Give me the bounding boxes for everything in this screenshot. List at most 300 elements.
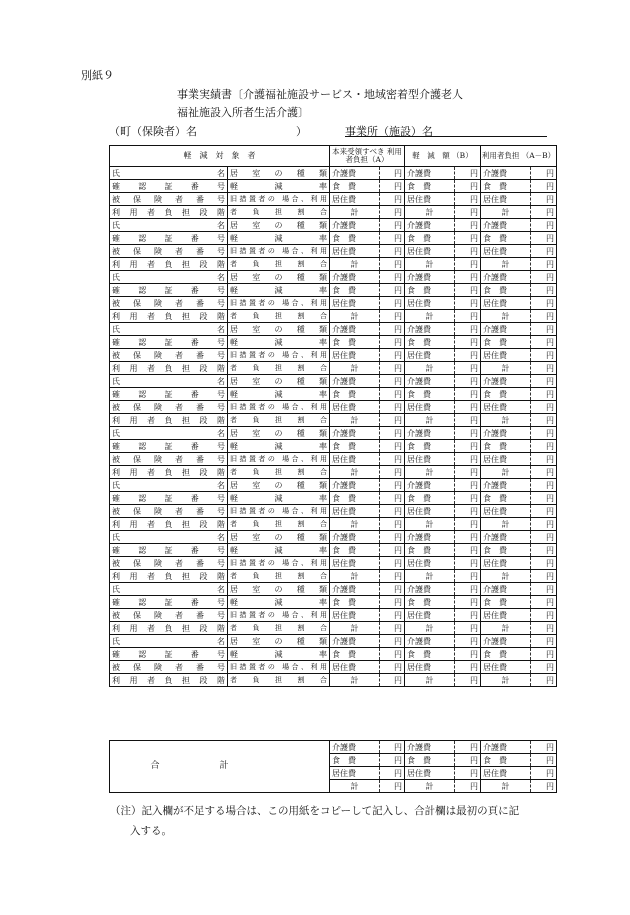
yen-cell[interactable]: 円	[455, 544, 481, 557]
table-row	[110, 544, 557, 557]
yen-cell[interactable]: 円	[455, 193, 481, 206]
yen-cell[interactable]: 円	[455, 271, 481, 284]
table-row	[110, 427, 557, 440]
amount-label: 食 費	[405, 336, 455, 349]
amount-label: 居住費	[405, 661, 455, 674]
row-label: 氏 名	[110, 323, 228, 336]
yen-cell[interactable]: 円	[531, 271, 557, 284]
yen-cell[interactable]: 円	[531, 193, 557, 206]
title-line-2: 福祉施設入所者生活介護〕	[177, 106, 309, 119]
row-sublabel: 居室の種類	[228, 167, 330, 180]
yen-cell[interactable]: 円	[380, 557, 405, 570]
yen-cell[interactable]: 円	[380, 414, 405, 427]
amount-label: 計	[405, 622, 455, 635]
row-sublabel: 軽 減 率	[228, 284, 330, 297]
yen-cell[interactable]: 円	[455, 362, 481, 375]
yen-cell[interactable]: 円	[380, 492, 405, 505]
amount-label: 介護費	[330, 375, 380, 388]
yen-cell[interactable]: 円	[531, 323, 557, 336]
yen-cell[interactable]: 円	[531, 518, 557, 531]
amount-label: 介護費	[330, 167, 380, 180]
yen-cell[interactable]: 円	[380, 375, 405, 388]
row-label: 被保険者番号	[110, 557, 228, 570]
amount-label: 食 費	[481, 232, 531, 245]
note-line-2: 入する。	[130, 825, 172, 837]
total-amount-label: 介護費	[405, 741, 455, 754]
amount-label: 介護費	[330, 583, 380, 596]
amount-label: 居住費	[405, 505, 455, 518]
yen-cell[interactable]: 円	[455, 284, 481, 297]
yen-cell[interactable]: 円	[531, 635, 557, 648]
yen-cell[interactable]: 円	[380, 609, 405, 622]
row-label: 被保険者番号	[110, 349, 228, 362]
table-row	[110, 648, 557, 661]
amount-label: 介護費	[481, 427, 531, 440]
total-yen-cell[interactable]: 円	[531, 780, 557, 793]
yen-cell[interactable]: 円	[380, 466, 405, 479]
row-sublabel: 者負担割合	[228, 622, 330, 635]
row-label: 氏 名	[110, 219, 228, 232]
amount-label: 計	[481, 674, 531, 687]
yen-cell[interactable]: 円	[455, 180, 481, 193]
yen-cell[interactable]: 円	[455, 388, 481, 401]
yen-cell[interactable]: 円	[531, 180, 557, 193]
row-sublabel: 者負担割合	[228, 466, 330, 479]
amount-label: 介護費	[481, 583, 531, 596]
yen-cell[interactable]: 円	[455, 440, 481, 453]
yen-cell[interactable]: 円	[455, 245, 481, 258]
amount-label: 介護費	[405, 219, 455, 232]
amount-label: 介護費	[405, 635, 455, 648]
yen-cell[interactable]: 円	[380, 336, 405, 349]
row-sublabel: 旧措置者の 場合、利用	[228, 609, 330, 622]
yen-cell[interactable]: 円	[380, 596, 405, 609]
amount-label: 居住費	[481, 557, 531, 570]
yen-cell[interactable]: 円	[455, 531, 481, 544]
amount-label: 食 費	[330, 544, 380, 557]
amount-label: 介護費	[330, 531, 380, 544]
yen-cell[interactable]: 円	[531, 362, 557, 375]
yen-cell[interactable]: 円	[455, 453, 481, 466]
amount-label: 介護費	[405, 427, 455, 440]
amount-label: 計	[481, 466, 531, 479]
table-row	[110, 622, 557, 635]
table-row	[110, 479, 557, 492]
yen-cell[interactable]: 円	[455, 167, 481, 180]
yen-cell[interactable]: 円	[380, 271, 405, 284]
header-col-c: 利用者負担 （A－B）	[481, 146, 557, 167]
row-label: 利用者負担段階	[110, 362, 228, 375]
yen-cell[interactable]: 円	[380, 284, 405, 297]
amount-label: 計	[481, 414, 531, 427]
yen-cell[interactable]: 円	[531, 674, 557, 687]
amount-label: 食 費	[330, 648, 380, 661]
row-label: 利用者負担段階	[110, 258, 228, 271]
row-label: 確 認 証 番 号	[110, 648, 228, 661]
amount-label: 計	[481, 310, 531, 323]
amount-label: 介護費	[330, 271, 380, 284]
row-sublabel: 軽 減 率	[228, 648, 330, 661]
row-sublabel: 者負担割合	[228, 570, 330, 583]
yen-cell[interactable]: 円	[455, 492, 481, 505]
amount-label: 介護費	[481, 531, 531, 544]
row-sublabel: 居室の種類	[228, 219, 330, 232]
yen-cell[interactable]: 円	[380, 661, 405, 674]
table-row	[110, 505, 557, 518]
amount-label: 食 費	[481, 440, 531, 453]
yen-cell[interactable]: 円	[380, 180, 405, 193]
yen-cell[interactable]: 円	[531, 427, 557, 440]
yen-cell[interactable]: 円	[531, 349, 557, 362]
yen-cell[interactable]: 円	[455, 258, 481, 271]
yen-cell[interactable]: 円	[380, 505, 405, 518]
row-label: 被保険者番号	[110, 609, 228, 622]
total-yen-cell[interactable]: 円	[455, 754, 481, 767]
row-label: 利用者負担段階	[110, 674, 228, 687]
table-row	[110, 219, 557, 232]
amount-label: 食 費	[405, 440, 455, 453]
table-row	[110, 440, 557, 453]
table-row	[110, 206, 557, 219]
row-label: 利用者負担段階	[110, 570, 228, 583]
yen-cell[interactable]: 円	[455, 297, 481, 310]
yen-cell[interactable]: 円	[455, 635, 481, 648]
yen-cell[interactable]: 円	[455, 323, 481, 336]
amount-label: 介護費	[481, 323, 531, 336]
amount-label: 計	[330, 570, 380, 583]
row-label: 氏 名	[110, 271, 228, 284]
yen-cell[interactable]: 円	[531, 375, 557, 388]
row-label: 被保険者番号	[110, 193, 228, 206]
table-row	[110, 245, 557, 258]
amount-label: 計	[330, 362, 380, 375]
row-sublabel: 軽 減 率	[228, 336, 330, 349]
yen-cell[interactable]: 円	[380, 518, 405, 531]
amount-label: 食 費	[481, 388, 531, 401]
amount-label: 居住費	[405, 193, 455, 206]
amount-label: 計	[405, 206, 455, 219]
total-yen-cell[interactable]: 円	[380, 754, 405, 767]
yen-cell[interactable]: 円	[380, 349, 405, 362]
yen-cell[interactable]: 円	[380, 570, 405, 583]
yen-cell[interactable]: 円	[455, 414, 481, 427]
yen-cell[interactable]: 円	[531, 544, 557, 557]
row-sublabel: 旧措置者の 場合、利用	[228, 297, 330, 310]
yen-cell[interactable]: 円	[531, 505, 557, 518]
yen-cell[interactable]: 円	[380, 401, 405, 414]
amount-label: 食 費	[481, 336, 531, 349]
yen-cell[interactable]: 円	[455, 570, 481, 583]
amount-label: 介護費	[405, 167, 455, 180]
yen-cell[interactable]: 円	[380, 362, 405, 375]
table-row	[110, 466, 557, 479]
amount-label: 計	[330, 674, 380, 687]
row-label: 被保険者番号	[110, 245, 228, 258]
yen-cell[interactable]: 円	[455, 648, 481, 661]
row-sublabel: 旧措置者の 場合、利用	[228, 453, 330, 466]
yen-cell[interactable]: 円	[380, 193, 405, 206]
amount-label: 計	[330, 414, 380, 427]
row-label: 利用者負担段階	[110, 466, 228, 479]
row-sublabel: 旧措置者の 場合、利用	[228, 505, 330, 518]
amount-label: 計	[405, 466, 455, 479]
amount-label: 介護費	[481, 219, 531, 232]
row-sublabel: 者負担割合	[228, 206, 330, 219]
row-sublabel: 居室の種類	[228, 635, 330, 648]
row-label: 被保険者番号	[110, 505, 228, 518]
yen-cell[interactable]: 円	[455, 232, 481, 245]
yen-cell[interactable]: 円	[531, 531, 557, 544]
yen-cell[interactable]: 円	[531, 414, 557, 427]
table-row	[110, 180, 557, 193]
row-sublabel: 者負担割合	[228, 674, 330, 687]
table-row	[110, 609, 557, 622]
amount-label: 計	[481, 622, 531, 635]
total-yen-cell[interactable]: 円	[531, 741, 557, 754]
yen-cell[interactable]: 円	[380, 323, 405, 336]
yen-cell[interactable]: 円	[380, 479, 405, 492]
yen-cell[interactable]: 円	[531, 388, 557, 401]
yen-cell[interactable]: 円	[380, 622, 405, 635]
yen-cell[interactable]: 円	[455, 596, 481, 609]
office-name-underline	[345, 136, 547, 137]
amount-label: 計	[330, 310, 380, 323]
yen-cell[interactable]: 円	[455, 622, 481, 635]
yen-cell[interactable]: 円	[531, 609, 557, 622]
yen-cell[interactable]: 円	[531, 336, 557, 349]
yen-cell[interactable]: 円	[455, 375, 481, 388]
row-label: 確 認 証 番 号	[110, 284, 228, 297]
header-target: 軽 減 対 象 者	[110, 146, 330, 167]
amount-label: 居住費	[405, 557, 455, 570]
yen-cell[interactable]: 円	[531, 258, 557, 271]
row-sublabel: 者負担割合	[228, 258, 330, 271]
total-yen-cell[interactable]: 円	[380, 780, 405, 793]
amount-label: 食 費	[481, 284, 531, 297]
row-sublabel: 居室の種類	[228, 583, 330, 596]
amount-label: 居住費	[330, 609, 380, 622]
table-row	[110, 193, 557, 206]
yen-cell[interactable]: 円	[455, 349, 481, 362]
row-label: 被保険者番号	[110, 401, 228, 414]
total-amount-label: 介護費	[481, 741, 531, 754]
amount-label: 計	[481, 518, 531, 531]
yen-cell[interactable]: 円	[380, 648, 405, 661]
amount-label: 介護費	[405, 271, 455, 284]
yen-cell[interactable]: 円	[455, 206, 481, 219]
yen-cell[interactable]: 円	[531, 440, 557, 453]
amount-label: 計	[405, 310, 455, 323]
amount-label: 居住費	[330, 661, 380, 674]
yen-cell[interactable]: 円	[380, 258, 405, 271]
row-sublabel: 居室の種類	[228, 323, 330, 336]
amount-label: 居住費	[481, 349, 531, 362]
row-sublabel: 旧措置者の 場合、利用	[228, 557, 330, 570]
amount-label: 居住費	[405, 297, 455, 310]
amount-label: 食 費	[330, 180, 380, 193]
yen-cell[interactable]: 円	[531, 401, 557, 414]
yen-cell[interactable]: 円	[380, 297, 405, 310]
amount-label: 食 費	[330, 336, 380, 349]
amount-label: 食 費	[481, 648, 531, 661]
amount-label: 居住費	[405, 349, 455, 362]
total-amount-label: 計	[481, 780, 531, 793]
yen-cell[interactable]: 円	[455, 674, 481, 687]
amount-label: 居住費	[481, 453, 531, 466]
yen-cell[interactable]: 円	[455, 557, 481, 570]
town-insurer-label: （町（保険者）名	[109, 125, 197, 138]
yen-cell[interactable]: 円	[531, 570, 557, 583]
table-row	[110, 401, 557, 414]
yen-cell[interactable]: 円	[455, 310, 481, 323]
yen-cell[interactable]: 円	[455, 609, 481, 622]
total-yen-cell[interactable]: 円	[531, 754, 557, 767]
amount-label: 計	[481, 258, 531, 271]
total-yen-cell[interactable]: 円	[531, 767, 557, 780]
yen-cell[interactable]: 円	[455, 583, 481, 596]
total-yen-cell[interactable]: 円	[380, 767, 405, 780]
yen-cell[interactable]: 円	[531, 219, 557, 232]
table-row	[110, 297, 557, 310]
yen-cell[interactable]: 円	[531, 167, 557, 180]
total-amount-label: 介護費	[330, 741, 380, 754]
form-number: 別紙９	[81, 69, 114, 82]
amount-label: 居住費	[330, 245, 380, 258]
table-row	[110, 310, 557, 323]
yen-cell[interactable]: 円	[531, 206, 557, 219]
yen-cell[interactable]: 円	[455, 505, 481, 518]
amount-label: 計	[330, 622, 380, 635]
amount-label: 介護費	[330, 427, 380, 440]
yen-cell[interactable]: 円	[380, 219, 405, 232]
row-label: 氏 名	[110, 531, 228, 544]
row-label: 確 認 証 番 号	[110, 596, 228, 609]
yen-cell[interactable]: 円	[380, 245, 405, 258]
office-name-label: 事業所（施設）名	[345, 125, 433, 138]
yen-cell[interactable]: 円	[380, 310, 405, 323]
yen-cell[interactable]: 円	[380, 232, 405, 245]
amount-label: 介護費	[481, 635, 531, 648]
total-yen-cell[interactable]: 円	[380, 741, 405, 754]
yen-cell[interactable]: 円	[455, 427, 481, 440]
yen-cell[interactable]: 円	[380, 583, 405, 596]
amount-label: 食 費	[481, 596, 531, 609]
row-sublabel: 軽 減 率	[228, 440, 330, 453]
table-row	[110, 323, 557, 336]
table-row	[110, 492, 557, 505]
yen-cell[interactable]: 円	[455, 518, 481, 531]
amount-label: 居住費	[481, 609, 531, 622]
amount-label: 介護費	[330, 479, 380, 492]
yen-cell[interactable]: 円	[531, 492, 557, 505]
row-sublabel: 居室の種類	[228, 271, 330, 284]
yen-cell[interactable]: 円	[531, 622, 557, 635]
row-label: 氏 名	[110, 375, 228, 388]
amount-label: 介護費	[405, 583, 455, 596]
yen-cell[interactable]: 円	[531, 284, 557, 297]
row-label: 確 認 証 番 号	[110, 232, 228, 245]
yen-cell[interactable]: 円	[380, 206, 405, 219]
yen-cell[interactable]: 円	[531, 648, 557, 661]
amount-label: 食 費	[481, 180, 531, 193]
amount-label: 居住費	[405, 453, 455, 466]
amount-label: 居住費	[330, 297, 380, 310]
amount-label: 居住費	[405, 609, 455, 622]
row-sublabel: 軽 減 率	[228, 388, 330, 401]
total-amount-label: 計	[405, 780, 455, 793]
yen-cell[interactable]: 円	[531, 466, 557, 479]
total-yen-cell[interactable]: 円	[455, 741, 481, 754]
title-line-1: 事業実績書〔介護福祉施設サービス・地域密着型介護老人	[177, 88, 463, 101]
yen-cell[interactable]: 円	[380, 453, 405, 466]
yen-cell[interactable]: 円	[455, 466, 481, 479]
yen-cell[interactable]: 円	[380, 544, 405, 557]
yen-cell[interactable]: 円	[380, 440, 405, 453]
yen-cell[interactable]: 円	[531, 310, 557, 323]
row-sublabel: 居室の種類	[228, 375, 330, 388]
table-row	[110, 518, 557, 531]
yen-cell[interactable]: 円	[455, 336, 481, 349]
yen-cell[interactable]: 円	[531, 453, 557, 466]
yen-cell[interactable]: 円	[380, 531, 405, 544]
yen-cell[interactable]: 円	[531, 245, 557, 258]
row-label: 確 認 証 番 号	[110, 336, 228, 349]
yen-cell[interactable]: 円	[455, 661, 481, 674]
yen-cell[interactable]: 円	[455, 401, 481, 414]
row-label: 被保険者番号	[110, 453, 228, 466]
amount-label: 食 費	[405, 388, 455, 401]
amount-label: 居住費	[481, 505, 531, 518]
yen-cell[interactable]: 円	[531, 583, 557, 596]
yen-cell[interactable]: 円	[531, 297, 557, 310]
amount-label: 介護費	[405, 479, 455, 492]
amount-label: 居住費	[330, 557, 380, 570]
yen-cell[interactable]: 円	[455, 479, 481, 492]
yen-cell[interactable]: 円	[531, 557, 557, 570]
row-sublabel: 軽 減 率	[228, 596, 330, 609]
row-sublabel: 居室の種類	[228, 531, 330, 544]
table-row	[110, 583, 557, 596]
yen-cell[interactable]: 円	[455, 219, 481, 232]
amount-label: 食 費	[330, 492, 380, 505]
total-yen-cell[interactable]: 円	[455, 767, 481, 780]
table-row	[110, 349, 557, 362]
row-sublabel: 居室の種類	[228, 427, 330, 440]
table-row	[110, 258, 557, 271]
yen-cell[interactable]: 円	[380, 674, 405, 687]
amount-label: 食 費	[481, 544, 531, 557]
row-label: 利用者負担段階	[110, 310, 228, 323]
yen-cell[interactable]: 円	[531, 596, 557, 609]
total-yen-cell[interactable]: 円	[455, 780, 481, 793]
row-sublabel: 者負担割合	[228, 518, 330, 531]
amount-label: 介護費	[405, 375, 455, 388]
yen-cell[interactable]: 円	[531, 479, 557, 492]
amount-label: 居住費	[481, 245, 531, 258]
row-sublabel: 者負担割合	[228, 414, 330, 427]
total-amount-label: 居住費	[405, 767, 455, 780]
amount-label: 計	[330, 206, 380, 219]
yen-cell[interactable]: 円	[380, 167, 405, 180]
yen-cell[interactable]: 円	[531, 661, 557, 674]
row-label: 確 認 証 番 号	[110, 492, 228, 505]
yen-cell[interactable]: 円	[380, 427, 405, 440]
yen-cell[interactable]: 円	[380, 635, 405, 648]
yen-cell[interactable]: 円	[380, 388, 405, 401]
header-row	[110, 146, 557, 167]
yen-cell[interactable]: 円	[531, 232, 557, 245]
amount-label: 介護費	[330, 323, 380, 336]
